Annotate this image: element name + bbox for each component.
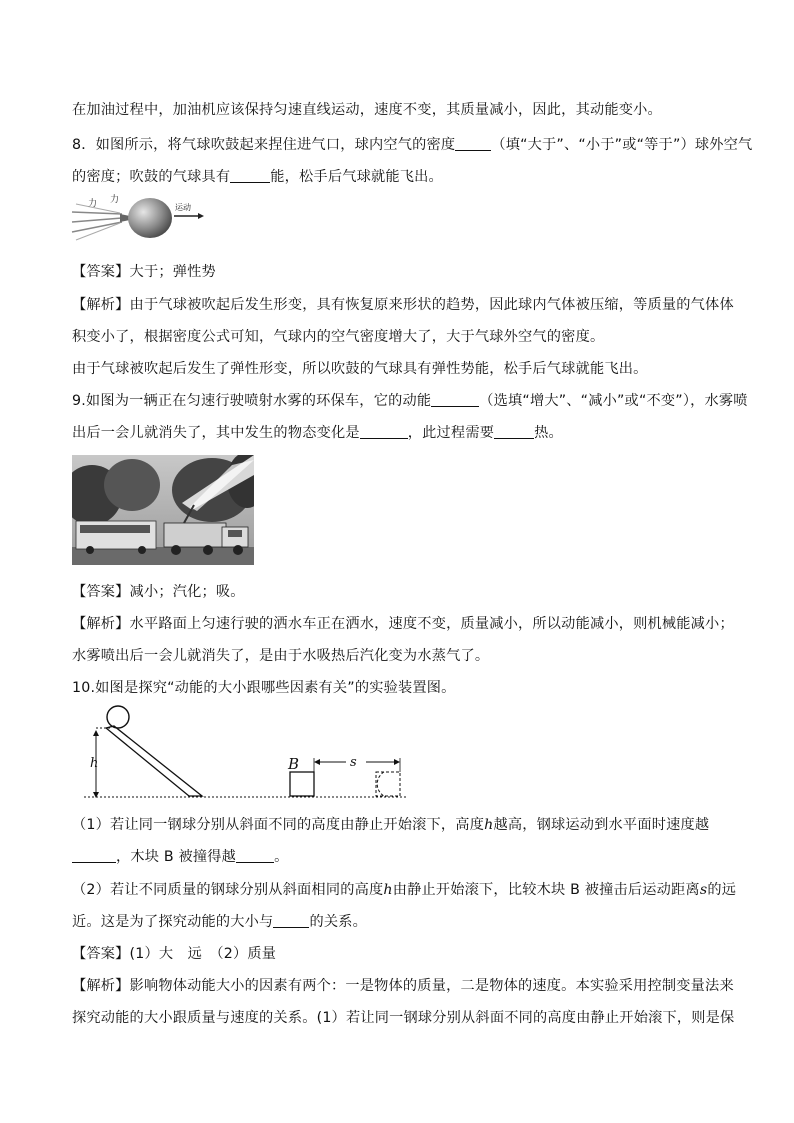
q9-stem-text-c: 出后一会儿就消失了，其中发生的物态变化是 xyxy=(72,425,360,441)
q10-p2-s-symbol: s xyxy=(699,882,708,898)
q8-answer-blank-1 xyxy=(455,136,491,151)
balloon-figure xyxy=(70,192,205,244)
sprayer-truck-photo xyxy=(72,455,254,565)
ramp-experiment-diagram xyxy=(84,700,414,804)
force-label-2: 力 xyxy=(110,195,120,205)
q9-answer-blank-3 xyxy=(494,424,534,439)
q10-p2-text-c: 的远 xyxy=(707,882,737,898)
force-label-1: 力 xyxy=(88,199,98,209)
q10-part2-line2 xyxy=(72,912,367,932)
q10-answer-blank-1 xyxy=(72,848,116,863)
q8-analysis-line2: 积变小了，根据密度公式可知，气球内的空气密度增大了，大于气球外空气的密度。 xyxy=(72,329,605,345)
q10-analysis-line2: 探究动能的大小跟质量与速度的关系。(1）若让同一钢球分别从斜面不同的高度由静止开始滚下，则是保 xyxy=(72,1010,735,1026)
q8-stem-text-c: 的密度；吹鼓的气球具有 xyxy=(72,169,231,185)
q9-stem-text-d: ，此过程需要 xyxy=(407,425,495,441)
q8-analysis-line1: 【解析】由于气球被吹起后发生形变，具有恢复原来形状的趋势，因此球内气体被压缩，等质量的气体体 xyxy=(72,297,734,313)
q8-answer: 【答案】大于；弹性势 xyxy=(72,264,216,280)
q10-p2-h-symbol: h xyxy=(383,882,393,898)
q9-answer-blank-1 xyxy=(431,392,479,407)
q10-p2-text-d: 近。这是为了探究动能的大小与 xyxy=(72,914,274,930)
q9-answer-blank-2 xyxy=(360,424,408,439)
q10-p1-h-symbol: h xyxy=(484,817,494,833)
q10-answer-blank-2 xyxy=(236,848,274,863)
wood-block-b xyxy=(290,772,314,796)
q10-p2-text-a: （2）若让不同质量的钢球分别从斜面相同的高度 xyxy=(72,882,384,898)
q10-stem: 10.如图是探究“动能的大小跟哪些因素有关”的实验装置图。 xyxy=(72,680,456,696)
q9-stem-text-a: 9.如图为一辆正在匀速行驶喷射水雾的环保车，它的动能 xyxy=(72,393,432,409)
block-b-label: B xyxy=(288,755,300,773)
q10-answer-blank-3 xyxy=(273,913,309,928)
distance-label: s xyxy=(350,755,357,770)
bus xyxy=(76,521,156,554)
q10-p2-text-b: 由静止开始滚下，比较木块 B 被撞击后运动距离 xyxy=(392,882,700,898)
q9-analysis-line2: 水雾喷出后一会儿就消失了，是由于水吸热后汽化变为水蒸气了。 xyxy=(72,648,490,664)
q10-part1-line2 xyxy=(72,847,288,867)
q8-answer-blank-2 xyxy=(230,168,270,183)
q9-analysis-line1: 【解析】水平路面上匀速行驶的洒水车正在洒水，速度不变，质量减小，所以动能减小，则机械能减小； xyxy=(72,616,734,632)
ramp xyxy=(106,726,202,796)
q10-part1-line1 xyxy=(72,815,709,835)
q8-stem-line2 xyxy=(72,167,443,187)
q9-stem-line2 xyxy=(72,423,563,443)
road xyxy=(72,547,254,565)
balloon-shape xyxy=(128,198,172,238)
motion-label: 运动 xyxy=(175,203,191,212)
q10-p2-text-e: 的关系。 xyxy=(309,914,367,930)
q9-stem-text-e: 热。 xyxy=(534,425,563,441)
q9-answer: 【答案】减小；汽化；吸。 xyxy=(72,584,245,600)
q8-stem-line1 xyxy=(72,135,752,155)
q9-stem-text-b: （选填“增大”、“减小”或“不变”），水雾喷 xyxy=(479,393,748,409)
q10-p1-text-c: ，木块 B 被撞得越 xyxy=(116,849,237,865)
q10-p1-text-b: 越高，钢球运动到水平面时速度越 xyxy=(493,817,710,833)
intro-text: 在加油过程中，加油机应该保持匀速直线运动，速度不变，其质量减小，因此，其动能变小。 xyxy=(72,102,662,118)
q10-analysis-line1: 【解析】影响物体动能大小的因素有两个：一是物体的质量，二是物体的速度。本实验采用控制变量法来 xyxy=(72,978,734,994)
q10-answer: 【答案】(1）大 远 （2）质量 xyxy=(72,946,277,962)
q8-analysis-line3: 由于气球被吹起后发生了弹性形变，所以吹鼓的气球具有弹性势能，松手后气球就能飞出。 xyxy=(72,361,648,377)
height-label: h xyxy=(90,756,99,771)
q10-part2-line1 xyxy=(72,880,736,900)
steel-ball xyxy=(107,706,129,728)
q10-p1-text-a: （1）若让同一钢球分别从斜面不同的高度由静止开始滚下，高度 xyxy=(72,817,485,833)
air-stream-lines xyxy=(72,204,130,240)
q8-stem-text-d: 能，松手后气球就能飞出。 xyxy=(270,169,443,185)
q10-p1-text-d: 。 xyxy=(274,849,289,865)
q8-stem-text-a: 8．如图所示，将气球吹鼓起来捏住进气口，球内空气的密度 xyxy=(72,137,456,153)
q9-stem-line1 xyxy=(72,391,748,411)
q8-stem-text-b: （填“大于”、“小于”或“等于”）球外空气 xyxy=(491,137,753,153)
